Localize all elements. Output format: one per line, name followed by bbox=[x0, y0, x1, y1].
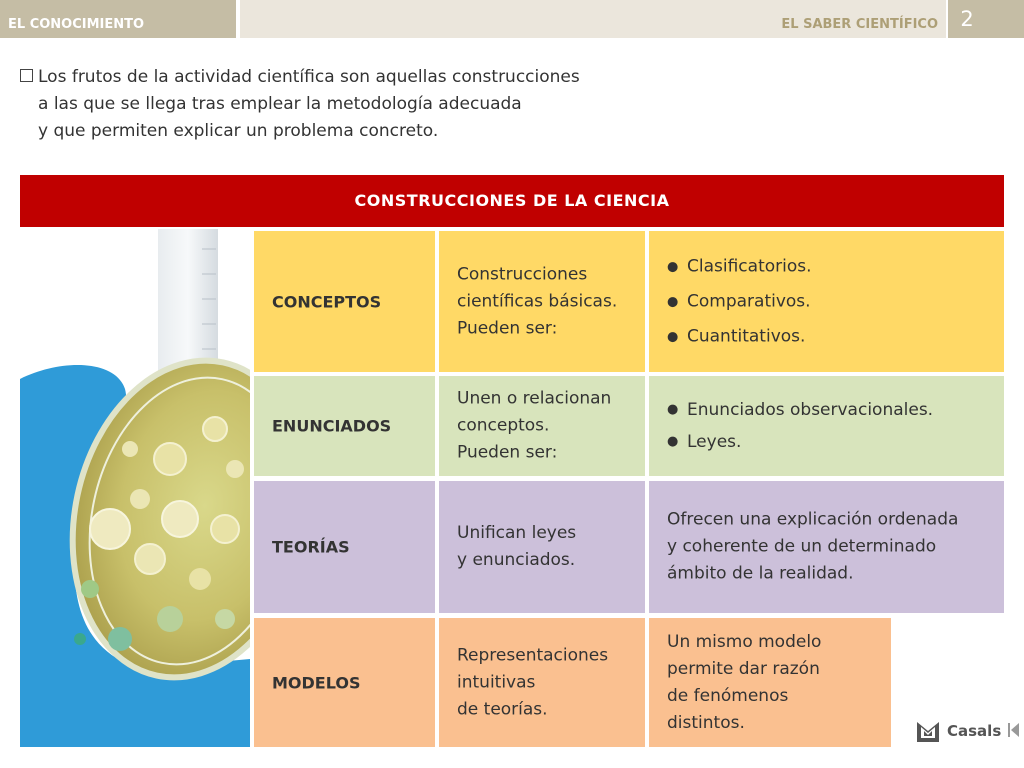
row-conceptos-details bbox=[649, 231, 1004, 372]
page-number-box bbox=[948, 0, 1024, 38]
details-line: permite dar razón bbox=[667, 658, 820, 679]
petri-dish-image bbox=[20, 229, 250, 747]
row-teorias-name: TEORÍAS bbox=[254, 481, 435, 613]
description-line: y enunciados. bbox=[457, 550, 576, 570]
details-line: y coherente de un determinado bbox=[667, 536, 937, 557]
previous-slide-icon[interactable] bbox=[1008, 722, 1020, 738]
intro-line: y que permiten explicar un problema concreto. bbox=[38, 121, 439, 141]
row-teorias-details bbox=[649, 481, 1004, 613]
description-line: científicas básicas. bbox=[457, 291, 618, 311]
row-conceptos-description bbox=[439, 231, 645, 372]
bullet-item: ● Clasificatorios. bbox=[667, 249, 996, 284]
logo-text: Casals bbox=[947, 722, 1002, 740]
description-line: de teorías. bbox=[457, 699, 548, 719]
bullet-item: ● Comparativos. bbox=[667, 284, 996, 319]
description-line: intuitivas bbox=[457, 672, 536, 692]
bullet-item: ● Leyes. bbox=[667, 426, 996, 458]
header-bar bbox=[240, 0, 946, 38]
bullet-item: ● Cuantitativos. bbox=[667, 319, 996, 354]
table-title: CONSTRUCCIONES DE LA CIENCIA bbox=[20, 175, 1004, 227]
header-section-tab bbox=[0, 0, 236, 38]
description-line: Pueden ser: bbox=[457, 442, 558, 463]
intro-paragraph bbox=[20, 64, 720, 145]
section-title: EL CONOCIMIENTO bbox=[8, 17, 145, 32]
description-line: Unen o relacionan bbox=[457, 388, 612, 409]
row-conceptos-name: CONCEPTOS bbox=[254, 231, 435, 372]
row-modelos-description bbox=[439, 618, 645, 747]
page-number: 2 bbox=[960, 7, 974, 31]
description-line: conceptos. bbox=[457, 415, 550, 436]
description-line: Unifican leyes bbox=[457, 523, 577, 543]
row-enunciados-details bbox=[649, 376, 1004, 476]
row-enunciados-name: ENUNCIADOS bbox=[254, 376, 435, 476]
row-enunciados-description bbox=[439, 376, 645, 476]
row-teorias-description bbox=[439, 481, 645, 613]
details-line: Ofrecen una explicación ordenada bbox=[667, 509, 959, 530]
casals-logo-icon bbox=[915, 718, 941, 744]
checkbox-bullet-icon bbox=[20, 69, 33, 82]
details-line: distintos. bbox=[667, 712, 745, 733]
description-line: Representaciones bbox=[457, 645, 609, 665]
row-modelos-name: MODELOS bbox=[254, 618, 435, 747]
intro-line: a las que se llega tras emplear la metodología adecuada bbox=[38, 94, 522, 114]
details-line: ámbito de la realidad. bbox=[667, 563, 854, 584]
description-line: Construcciones bbox=[457, 264, 588, 284]
bullet-item: ● Enunciados observacionales. bbox=[667, 394, 996, 426]
description-line: Pueden ser: bbox=[457, 318, 558, 338]
details-line: Un mismo modelo bbox=[667, 631, 822, 652]
details-line: de fenómenos bbox=[667, 685, 789, 706]
row-modelos-details bbox=[649, 618, 891, 747]
intro-line: Los frutos de la actividad científica son aquellas construcciones bbox=[38, 67, 580, 87]
topic-title: EL SABER CIENTÍFICO bbox=[781, 17, 938, 32]
